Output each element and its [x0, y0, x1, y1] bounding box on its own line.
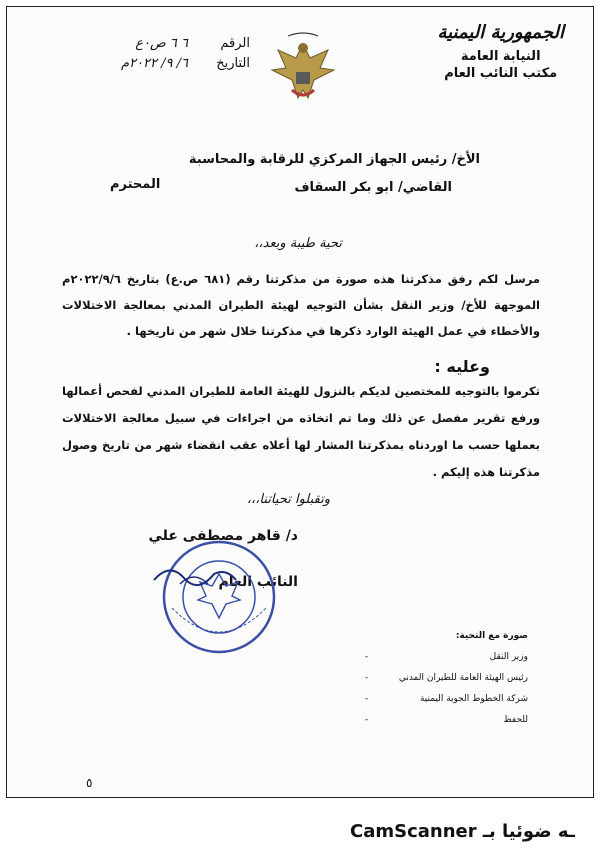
list-item: شركة الخطوط الجوية اليمنية - [364, 694, 528, 704]
signatory-title: النائب العام [218, 574, 298, 590]
yemen-emblem-icon [258, 28, 348, 108]
reference-line [60, 36, 260, 56]
organization-name: النيابة العامة [460, 49, 541, 64]
closing-line: وتقبلوا تحياتنا،،، [246, 492, 330, 507]
respect-word: المحترم [110, 177, 161, 192]
body-paragraph-2: تكرموا بالتوجيه للمختصين لديكم بالنزول للهيئة العامة للطيران المدني لفحص أعمالها ورفع تقرير مفصل عن ذلك وما تم اتخاذه من اجراءات في سبيل معالجة الاختلالات بعملها حسب ما اوردناه بمذكرتنا المشار لها أعلاه عقب انقضاء شهر من تاريخ وصول مذكرتنا هذه إليكم . [62, 384, 540, 479]
date-value: ٦/ ٩/ ٢٠٢٢م [121, 56, 188, 71]
reference-block [60, 36, 260, 76]
addressee-name: القاضي/ ابو بكر السقاف [294, 180, 452, 195]
signatory-name: د/ قاهر مصطفى علي [148, 528, 298, 544]
handwritten-signature-icon [150, 560, 240, 590]
list-item: وزير النقل - [364, 652, 528, 662]
scanner-watermark: CamScanner ـه ضوئيا بـ [350, 821, 575, 842]
reference-value: ٦ ٦ ص٠ع [135, 36, 188, 51]
letterhead [437, 22, 564, 81]
date-label: التاريخ [216, 56, 250, 71]
country-name: الجمهورية اليمنية [437, 22, 564, 43]
body-heading: وعليه : [434, 357, 490, 376]
body-paragraph-1: مرسل لكم رفق مذكرتنا هذه صورة من مذكرتنا رقم (٦٨١ ص.ع) بتاريخ ٢٠٢٢/٩/٦م الموجهة للأخ/ وزير النقل بشأن التوجيه لهيئة الطيران المدني بمعالجة الاختلالات والأخطاء في عمل الهيئة الوارد ذكرها في مذكرتنا خلال شهر من تاريخها . [62, 272, 540, 338]
copies-list [364, 626, 528, 731]
official-stamp-icon [160, 538, 278, 656]
list-item: رئيس الهيئة العامة للطيران المدني - [364, 673, 528, 683]
page-number: ٥ [86, 776, 93, 790]
office-name: مكتب النائب العام [444, 66, 558, 81]
copies-title: صورة مع التحية: [455, 631, 528, 641]
list-item: للحفظ - [364, 715, 528, 725]
reference-label: الرقم [220, 36, 250, 51]
greeting: تحية طيبة وبعد،، [254, 236, 342, 251]
date-line [60, 56, 260, 76]
addressee-title: الأخ/ رئيس الجهاز المركزي للرقابة والمحاسبة [188, 152, 480, 167]
